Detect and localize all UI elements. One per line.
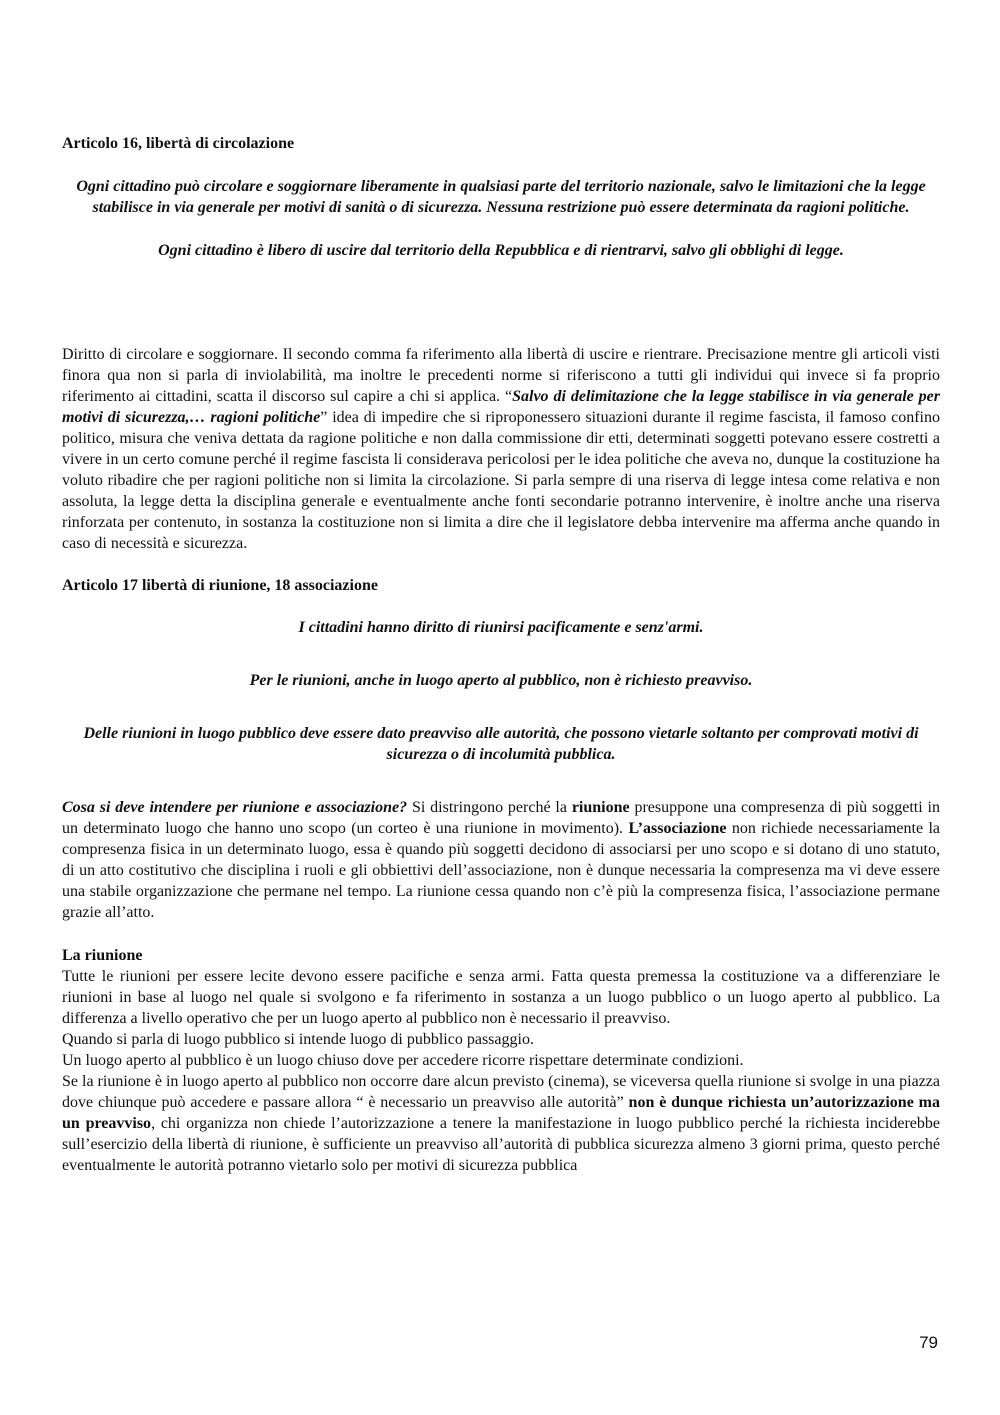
article-17-heading: Articolo 17 libertà di riunione, 18 associazione [62,577,378,594]
paragraph-text: Si distringono perché la [407,799,572,816]
commentary-text: Diritto di circolare e soggiornare. Il secondo comma fa riferimento alla libertà di uscire e rientrare. Precisazione mentre gli articoli visti finora qua non si parla di inviolabilità, ma inoltre le precedenti norme si riferiscono a tutti gli individui qui invece si fa proprio riferimento ai cittadini, scatta il discorso sul capire a chi si applica. “ [62,346,940,405]
term-associazione: L’associazione [628,820,727,837]
article-16-quote-2: Ogni cittadino è libero di uscire dal territorio della Repubblica e di rientrarvi, salvo gli obblighi di legge. [158,242,844,259]
commentary-emphasis: Salvo di delimitazione che la legge stabilisce in via generale per motivi di sicurezza,… ragioni politiche [62,388,940,426]
paragraph-text: non richiede necessariamente la compresenza fisica in un determinato luogo, essa è quando più soggetti decidono di associarsi per uno scopo e si dotano di uno statuto, di un atto costitutivo che disciplina i ruoli e gli obbiettivi dell’associazione, non è dunque necessaria la compresenza ma vi deve essere una stabile organizzazione che permane nel tempo. La riunione cessa quando non c’è più la compresenza fisica, l’associazione permane grazie all’atto. [62,820,940,921]
document-page [62,133,940,1176]
article-17-quote-1: I cittadini hanno diritto di riunirsi pacificamente e senz'armi. [298,619,704,636]
paragraph-text: , chi organizza non chiede l’autorizzazione a tenere la manifestazione in luogo pubblico perché la richiesta inciderebbe sull’esercizio della libertà di riunione, è sufficiente un preavviso all’autorità di pubblica sicurezza almeno 3 giorni prima, questo perché eventualmente le autorità potranno vietarlo solo per motivi di sicurezza pubblica [62,1115,941,1174]
riunione-paragraph-1: Tutte le riunioni per essere lecite devono essere pacifiche e senza armi. Fatta questa premessa la costituzione va a differenziare le riunioni in base al luogo nel quale si svolgono e fa riferimento in sostanza a un luogo pubblico o un luogo aperto al pubblico. La differenza a livello operativo che per un luogo aperto al pubblico non è necessario il preavviso. [62,968,940,1027]
page-number: 79 [919,1333,938,1352]
article-17-quote-2: Per le riunioni, anche in luogo aperto al pubblico, non è richiesto preavviso. [249,672,753,689]
commentary-text: ” idea di impedire che si riproponessero situazioni durante il regime fascista, il famoso confino politico, misura che veniva dettata da ragione politiche e non dalla commissione dir etti, determinati soggetti potevano essere costretti a vivere in un certo comune perché il regime fascista li considerava pericolosi per le idea politiche che aveva no, dunque la costituzione ha voluto ribadire che per ragioni politiche non si limita la circolazione. Si parla sempre di una riserva di legge intesa come relativa e non assoluta, la legge detta la disciplina generale e eventualmente anche fonti secondarie potranno intervenire, è inoltre anche una riserva rinforzata per contenuto, in sostanza la costituzione non si limita a dire che il legislatore debba intervenire ma afferma anche quando in caso di necessità e sicurezza. [62,409,940,552]
term-riunione: riunione [571,799,630,816]
riunione-paragraph-4 [62,1071,940,1176]
article-16-quote-1: Ogni cittadino può circolare e soggiornare liberamente in qualsiasi parte del territorio nazionale, salvo le limitazioni che la legge stabilisce in via generale per motivi di sanità o di sicurezza. Nessuna restrizione può essere determinata da ragioni politiche. [76,178,926,216]
paragraph-text: presuppone una compresenza di più soggetti in un determinato luogo che hanno uno scopo (un corteo è una riunione in movimento). [62,799,940,837]
riunione-paragraph-3: Un luogo aperto al pubblico è un luogo chiuso dove per accedere ricorre rispettare determinate condizioni. [62,1052,744,1069]
riunione-paragraph-2: Quando si parla di luogo pubblico si intende luogo di pubblico passaggio. [62,1031,534,1048]
paragraph-emphasis: non è dunque richiesta un’autorizzazione ma un preavviso [62,1094,940,1132]
paragraph-text: Se la riunione è in luogo aperto al pubblico non occorre dare alcun previsto (cinema), se viceversa quella riunione si svolge in una piazza dove chiunque può accedere e passare allora “ è necessario un preavviso alle autorità” [62,1073,940,1111]
article-16-commentary [62,344,940,554]
article-16-heading: Articolo 16, libertà di circolazione [62,135,295,152]
la-riunione-heading: La riunione [62,947,143,964]
question-emphasis: Cosa si deve intendere per riunione e associazione? [62,799,408,816]
riunione-associazione-paragraph [62,797,940,923]
article-17-quote-3: Delle riunioni in luogo pubblico deve essere dato preavviso alle autorità, che possono vietarle soltanto per comprovati motivi di sicurezza o di incolumità pubblica. [83,725,919,763]
